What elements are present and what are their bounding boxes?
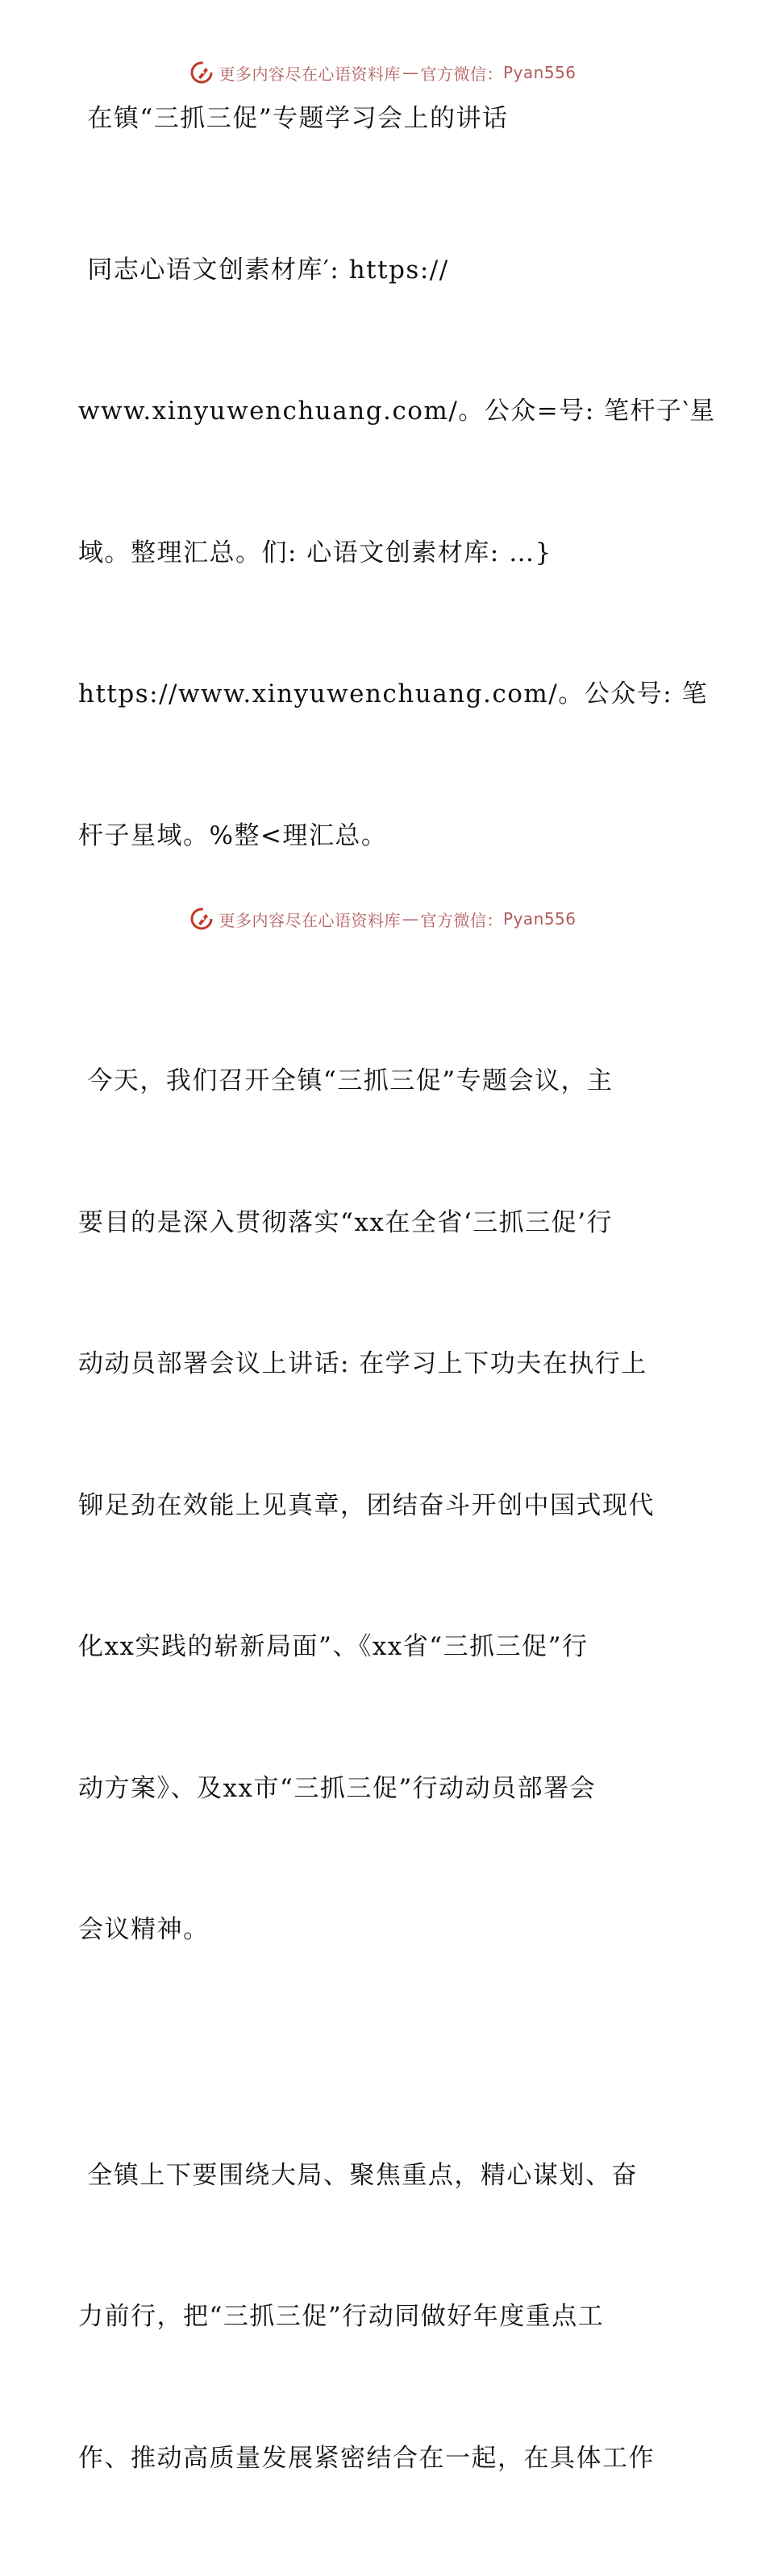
paragraph-line: 力前行，把“三抓三促”行动同做好年度重点工: [78, 2293, 691, 2341]
paragraph-line: 动方案》、及xx市“三抓三促”行动动员部署会: [78, 1765, 691, 1813]
pen-nib-circle-icon: [189, 60, 214, 85]
document-body: [78, 95, 691, 2576]
watermark-label: 官方微信：: [420, 61, 503, 85]
watermark-footer: [0, 903, 766, 935]
paragraph-line: 化xx实践的崭新局面”、《xx省“三抓三促”行: [78, 1623, 691, 1671]
watermark-dash: —: [402, 909, 419, 929]
paragraph-line: 铆足劲在效能上见真章，团结奋斗开创中国式现代: [78, 1482, 691, 1530]
watermark-site: 更多内容尽在心语资料库: [219, 61, 401, 85]
watermark-header: [0, 56, 766, 89]
watermark-site: 更多内容尽在心语资料库: [219, 908, 401, 931]
document-title: 在镇“三抓三促”专题学习会上的讲话: [78, 95, 691, 143]
paragraph-line: 同志心语文创素材库′: https://: [78, 247, 691, 294]
paragraph-line: 要目的是深入贯彻落实“xx在全省‘三抓三促’行: [78, 1199, 691, 1247]
paragraph-body: [78, 2058, 691, 2576]
paragraph-line: www.xinyuwenchuang.com/。公众=号: 笔杆子‵星: [78, 388, 691, 435]
paragraph-line: 全镇上下要围绕大局、聚焦重点，精心谋划、奋: [78, 2152, 691, 2200]
pen-nib-circle-icon: [189, 907, 214, 931]
watermark-dash: —: [402, 63, 419, 82]
watermark-label: 官方微信：: [420, 908, 503, 931]
paragraph-line: 会议精神。: [78, 1906, 691, 1954]
paragraph-line: 域。整理汇总。们: 心语文创素材库: …}: [78, 530, 691, 577]
watermark-wechat: Pyan556: [503, 63, 577, 82]
paragraph-line: https://www.xinyuwenchuang.com/。公众号: 笔: [78, 671, 691, 718]
watermark-wechat: Pyan556: [503, 909, 577, 929]
paragraph-intro: [78, 963, 691, 2048]
paragraph-line: 今天，我们召开全镇“三抓三促”专题会议，主: [78, 1057, 691, 1105]
paragraph-line: 动动员部署会议上讲话: 在学习上下功夫在执行上: [78, 1340, 691, 1388]
paragraph-source: [78, 152, 691, 954]
paragraph-line: 杆子星域。%整<理汇总。: [78, 812, 691, 860]
paragraph-line: 作、推动高质量发展紧密结合在一起，在具体工作: [78, 2435, 691, 2483]
